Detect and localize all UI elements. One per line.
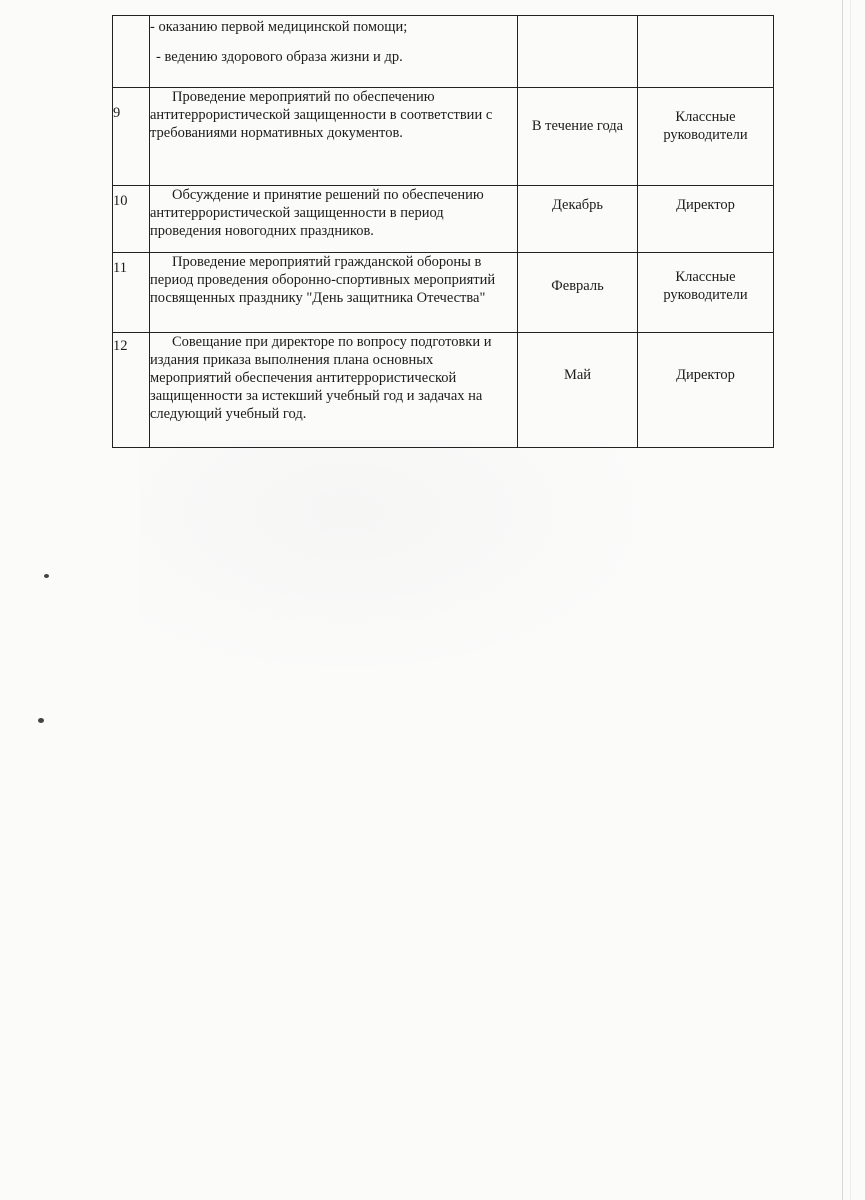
page-edge — [842, 0, 843, 1200]
row-number: 12 — [113, 333, 150, 448]
table-row — [113, 88, 774, 186]
activity-line: - оказанию первой медицинской помощи; — [150, 19, 408, 35]
row-number: 11 — [113, 253, 150, 333]
activity-cell — [150, 16, 518, 88]
activity-cell — [150, 253, 518, 333]
table-row — [113, 253, 774, 333]
table-row — [113, 16, 774, 88]
bleed-through-area — [140, 440, 660, 680]
activity-text: Обсуждение и принятие решений по обеспечению антитеррористической защищенности в период проведения новогодних праздников. — [150, 187, 484, 239]
row-number — [113, 16, 150, 88]
scan-speck — [38, 718, 44, 723]
page-edge-shadow — [850, 0, 851, 1200]
term-cell — [518, 16, 638, 88]
activity-cell — [150, 333, 518, 448]
row-number: 10 — [113, 186, 150, 253]
responsible-cell — [638, 16, 774, 88]
responsible-cell: Классные руководители — [638, 88, 774, 186]
activity-text: Проведение мероприятий по обеспечению антитеррористической защищенности в соответствии с требованиями нормативных документов. — [150, 89, 493, 141]
responsible-cell: Директор — [638, 186, 774, 253]
table-row — [113, 186, 774, 253]
scan-speck — [44, 574, 49, 578]
row-number: 9 — [113, 88, 150, 186]
activity-text: Совещание при директоре по вопросу подготовки и издания приказа выполнения плана основных мероприятий обеспечения антитеррористической защищенности за истекший учебный год и задачах на следующий учебный год. — [150, 334, 492, 422]
activity-cell — [150, 88, 518, 186]
term-cell: Декабрь — [518, 186, 638, 253]
activity-line: - ведению здорового образа жизни и др. — [156, 49, 403, 65]
term-cell: Май — [518, 333, 638, 448]
activities-table — [112, 15, 774, 448]
responsible-cell: Директор — [638, 333, 774, 448]
activity-cell — [150, 186, 518, 253]
table-row — [113, 333, 774, 448]
term-cell: Февраль — [518, 253, 638, 333]
responsible-cell: Классные руководители — [638, 253, 774, 333]
activity-text: Проведение мероприятий гражданской обороны в период проведения оборонно-спортивных мероприятий посвященных празднику "День защитника Отечества" — [150, 254, 496, 306]
term-cell: В течение года — [518, 88, 638, 186]
